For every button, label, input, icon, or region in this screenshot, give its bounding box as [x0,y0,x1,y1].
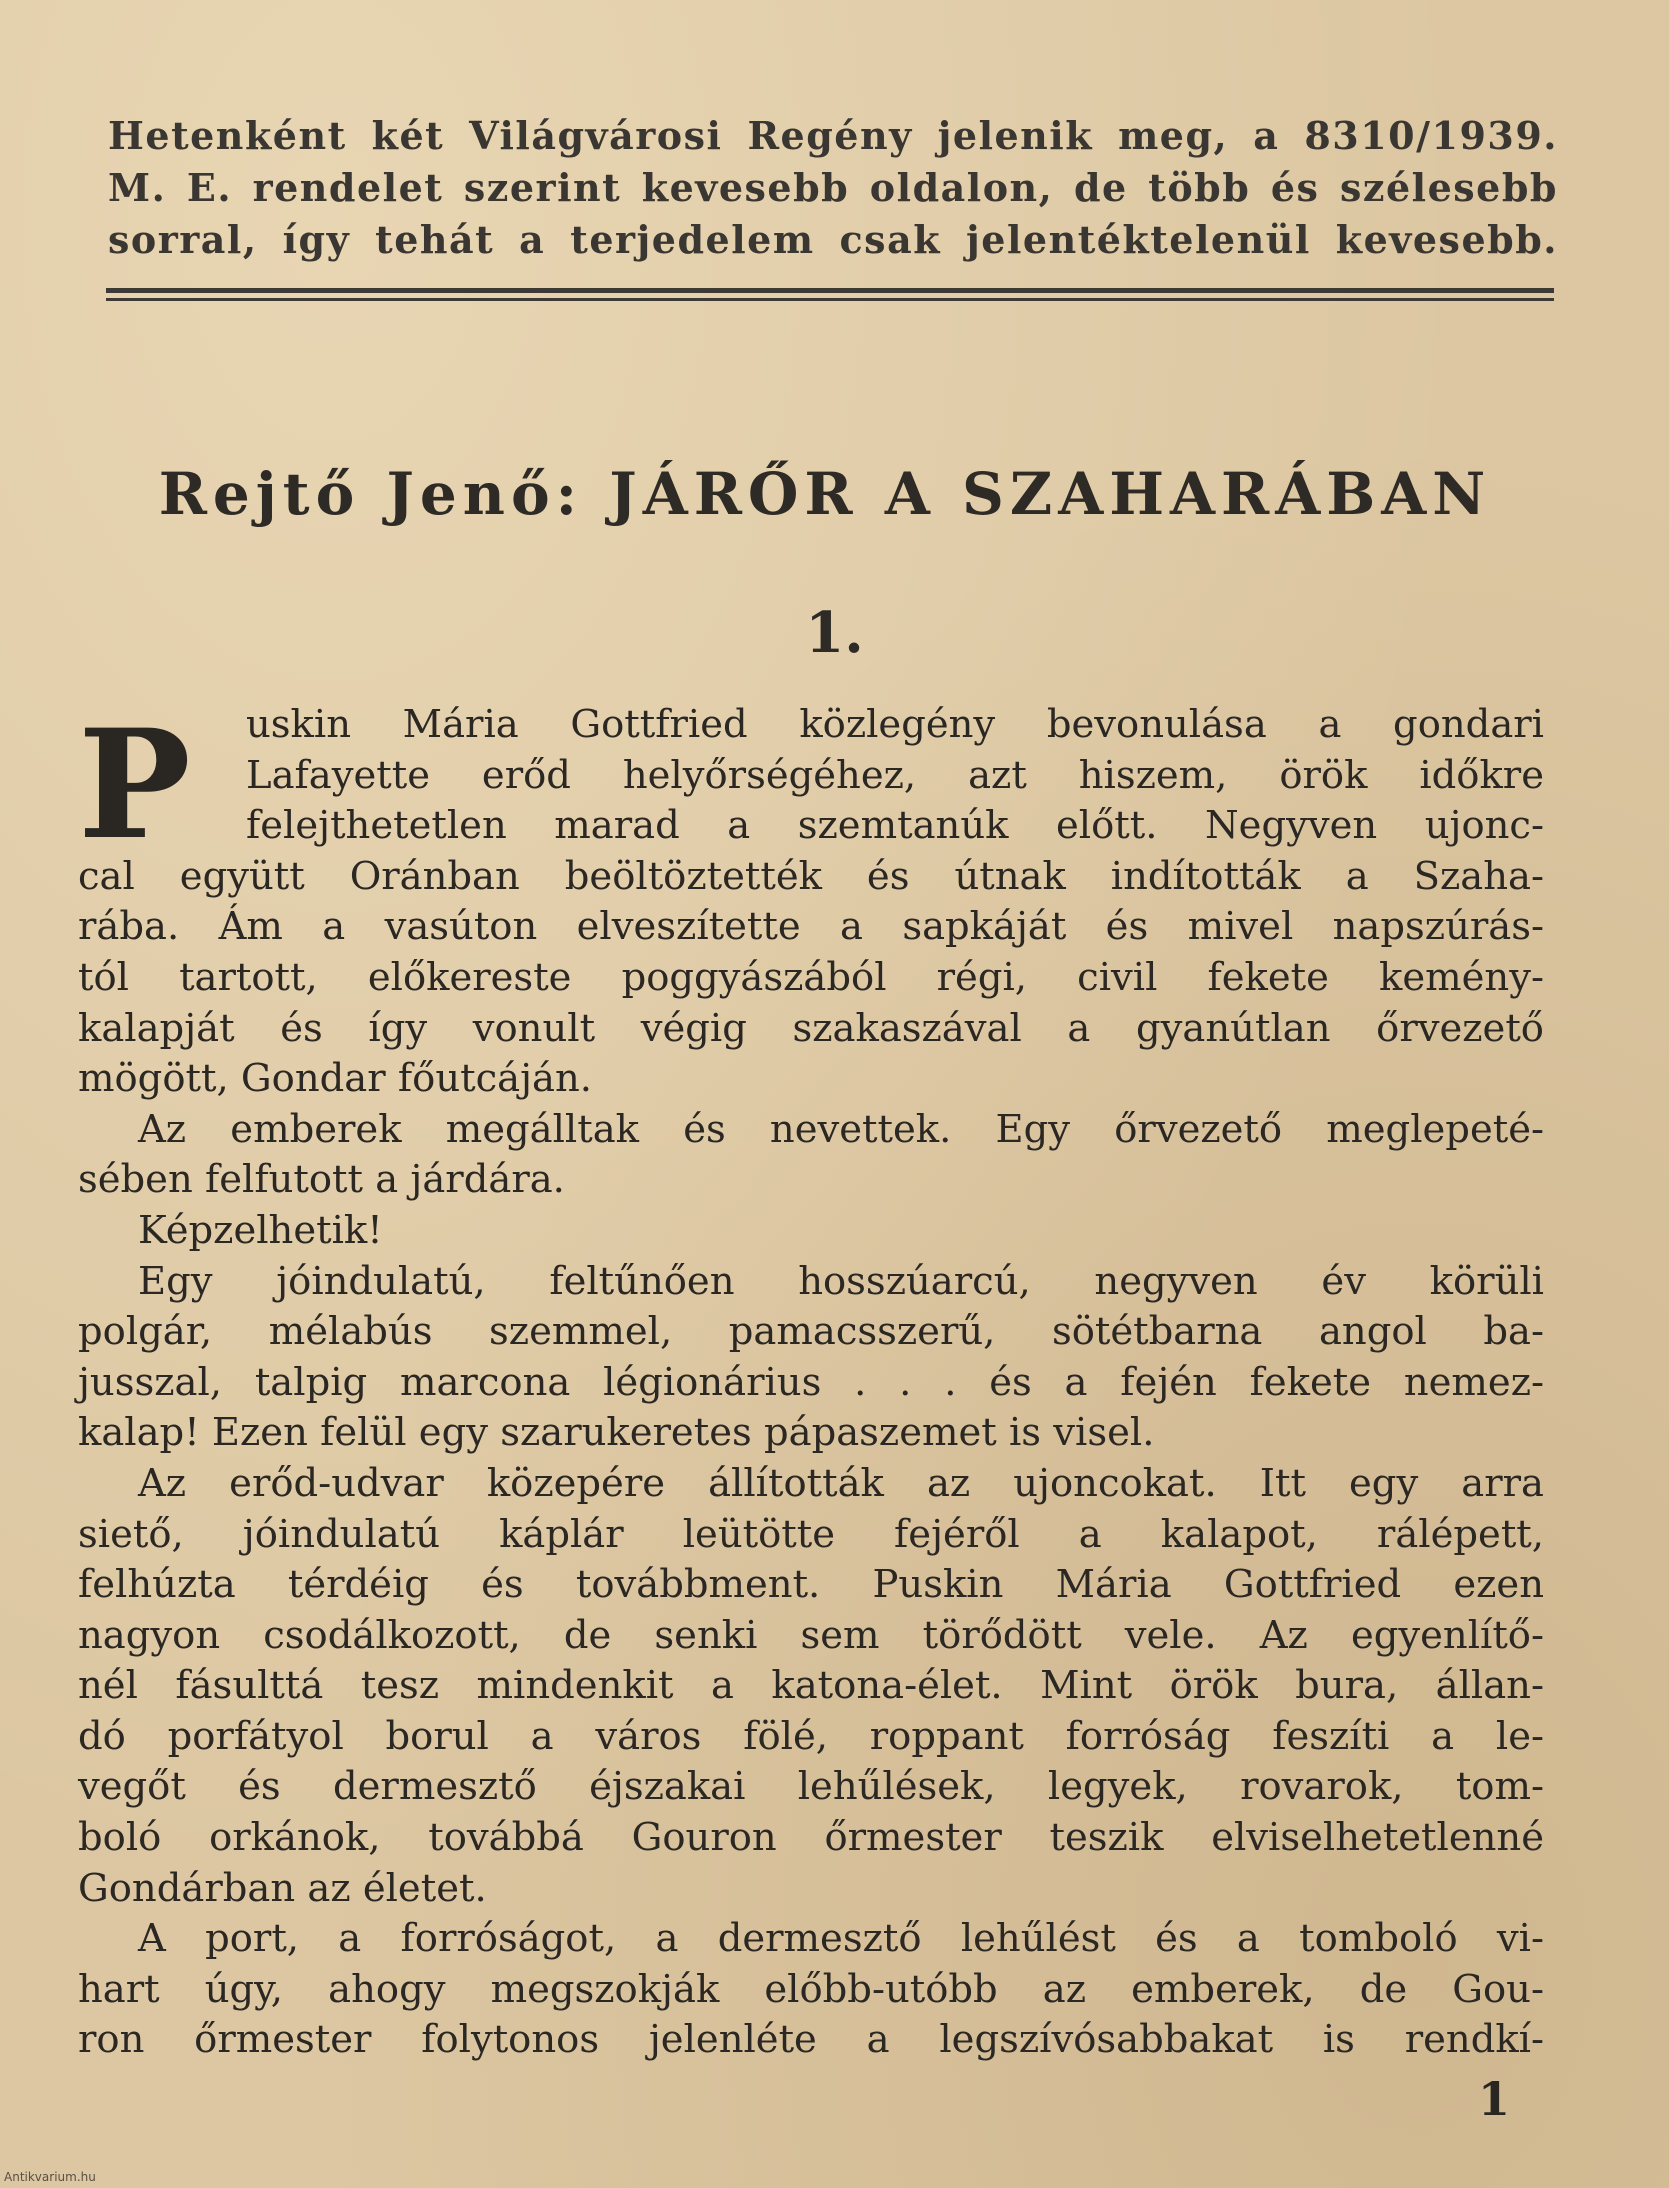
notice-box [108,110,1558,266]
notice-rule-thick [106,288,1554,293]
body-line: ron őrmester folytonos jelenléte a legszívósabbakat is rendkí- [78,2017,1544,2063]
body-line: felejthetetlen marad a szemtanúk előtt. Negyven ujonc- [246,803,1544,849]
body-line: mögött, Gondar főutcáján. [78,1056,593,1102]
body-line: Az emberek megálltak és nevettek. Egy őrvezető meglepeté- [138,1106,1544,1152]
body-line: dó porfátyol borul a város fölé, roppant forróság feszíti a le- [78,1713,1544,1759]
body-line: boló orkánok, továbbá Gouron őrmester teszik elviselhetetlenné [78,1815,1544,1861]
body-line: Gondárban az életet. [78,1865,487,1911]
notice-line-2: M. E. rendelet szerint kevesebb oldalon, de több és szélesebb [108,165,1558,210]
body-line: siető, jóindulatú káplár leütötte fejéről a kalapot, rálépett, [78,1511,1544,1557]
body-line: sében felfutott a járdára. [78,1157,565,1203]
body-line: hart úgy, ahogy megszokják előbb-utóbb az emberek, de Gou- [78,1966,1544,2012]
chapter-number: 1. [805,600,864,666]
body-line: nagyon csodálkozott, de senki sem törődött vele. Az egyenlítő- [78,1612,1544,1658]
page-number: 1 [1478,2072,1511,2126]
body-line: Egy jóindulatú, feltűnően hosszúarcú, negyven év körüli [138,1258,1544,1304]
body-line: jusszal, talpig marcona légionárius . . . és a fején fekete nemez- [78,1359,1544,1405]
source-credit: Antikvarium.hu [4,2170,96,2184]
body-line: Képzelhetik! [138,1207,383,1253]
body-line: uskin Mária Gottfried közlegény bevonulása a gondari [246,702,1544,747]
body-line: kalap! Ezen felül egy szarukeretes pápaszemet is visel. [78,1410,1155,1456]
body-line: polgár, mélabús szemmel, pamacsszerű, sötétbarna angol ba- [78,1309,1544,1355]
notice-line-3: sorral, így tehát a terjedelem csak jelentéktelenül kevesebb. [108,217,1558,262]
body-line: A port, a forróságot, a dermesztő lehűlést és a tomboló vi- [138,1916,1544,1962]
notice-line-1: Hetenként két Világvárosi Regény jelenik meg, a 8310/1939. [108,113,1558,158]
body-line: vegőt és dermesztő éjszakai lehűlések, legyek, rovarok, tom- [78,1764,1544,1810]
book-title: Rejtő Jenő: JÁRŐR A SZAHARÁBAN [158,460,1492,528]
notice-rule-thin [106,298,1554,301]
drop-cap: P [78,697,191,873]
body-line: rába. Ám a vasúton elveszítette a sapkáját és mivel napszúrás- [78,904,1544,950]
body-line: felhúzta térdéig és továbbment. Puskin Mária Gottfried ezen [78,1562,1544,1608]
body-text [78,697,1544,2066]
body-line: Az erőd-udvar közepére állították az ujoncokat. Itt egy arra [138,1460,1544,1506]
body-line: tól tartott, előkereste poggyászából régi, civil fekete kemény- [78,954,1544,1000]
body-line: cal együtt Oránban beöltöztették és útnak indították a Szaha- [78,853,1544,899]
body-line: Lafayette erőd helyőrségéhez, azt hiszem, örök időkre [246,752,1544,798]
body-line: kalapját és így vonult végig szakaszával a gyanútlan őrvezető [78,1005,1544,1051]
body-line: nél fásulttá tesz mindenkit a katona-élet. Mint örök bura, állan- [78,1663,1544,1709]
